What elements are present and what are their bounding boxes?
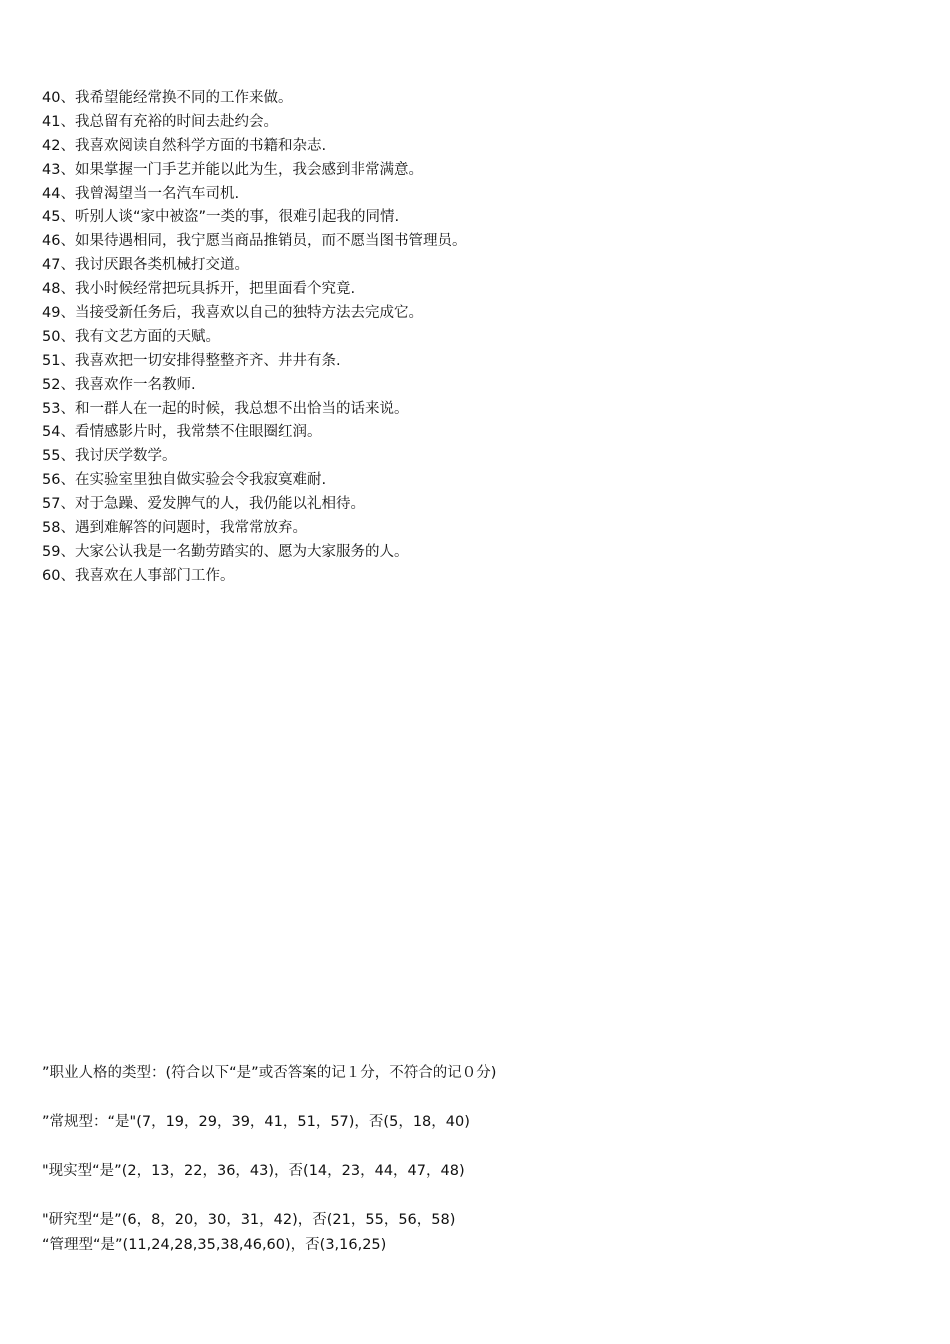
question-item: 40、我希望能经常换不同的工作来做。 [42,90,293,106]
question-item: 46、如果待遇相同，我宁愿当商品推销员，而不愿当图书管理员。 [42,233,467,250]
question-item: 57、对于急躁、爱发脾气的人，我仍能以礼相待。 [42,496,365,513]
scoring-enterprising: “管理型“是”(11,24,28,35,38,46,60)，否(3,16,25) [42,1237,387,1253]
scoring-realistic: "现实型“是”(2，13，22，36，43)，否(14，23，44，47，48) [42,1163,465,1179]
question-item: 51、我喜欢把一切安排得整整齐齐、井井有条. [42,352,341,369]
question-item: 60、我喜欢在人事部门工作。 [42,567,235,584]
question-item: 56、在实验室里独自做实验会令我寂寞难耐. [42,472,327,489]
question-item: 55、我讨厌学数学。 [42,448,177,465]
question-item: 48、我小时候经常把玩具拆开，把里面看个究竟. [42,281,356,298]
question-item: 49、当接受新任务后，我喜欢以自己的独特方法去完成它。 [42,305,423,322]
question-item: 45、听别人谈“家中被盗”一类的事，很难引起我的同情. [42,209,400,226]
question-list [42,87,902,589]
question-item: 41、我总留有充裕的时间去赴约会。 [42,113,278,130]
question-item: 59、大家公认我是一名勤劳踏实的、愿为大家服务的人。 [42,543,409,560]
question-item: 54、看情感影片时，我常禁不住眼圈红润。 [42,424,322,441]
question-item: 43、如果掌握一门手艺并能以此为生，我会感到非常满意。 [42,161,423,178]
question-item: 50、我有文艺方面的天赋。 [42,328,220,345]
question-item: 52、我喜欢作一名教师. [42,376,196,393]
question-item: 58、遇到难解答的问题时，我常常放弃。 [42,520,307,537]
scoring-investigative: "研究型“是”(6，8，20，30，31，42)，否(21，55，56，58) [42,1212,456,1228]
question-item: 42、我喜欢阅读自然科学方面的书籍和杂志. [42,137,327,154]
question-item: 44、我曾渴望当一名汽车司机. [42,185,240,202]
question-item: 53、和一群人在一起的时候，我总想不出恰当的话来说。 [42,400,409,417]
question-item: 47、我讨厌跟各类机械打交道。 [42,257,249,274]
scoring-conventional: ”常规型：“是"(7，19，29，39，41，51，57)，否(5，18，40) [42,1114,470,1130]
scoring-intro: ”职业人格的类型：(符合以下“是”或否答案的记１分，不符合的记０分) [42,1065,497,1081]
